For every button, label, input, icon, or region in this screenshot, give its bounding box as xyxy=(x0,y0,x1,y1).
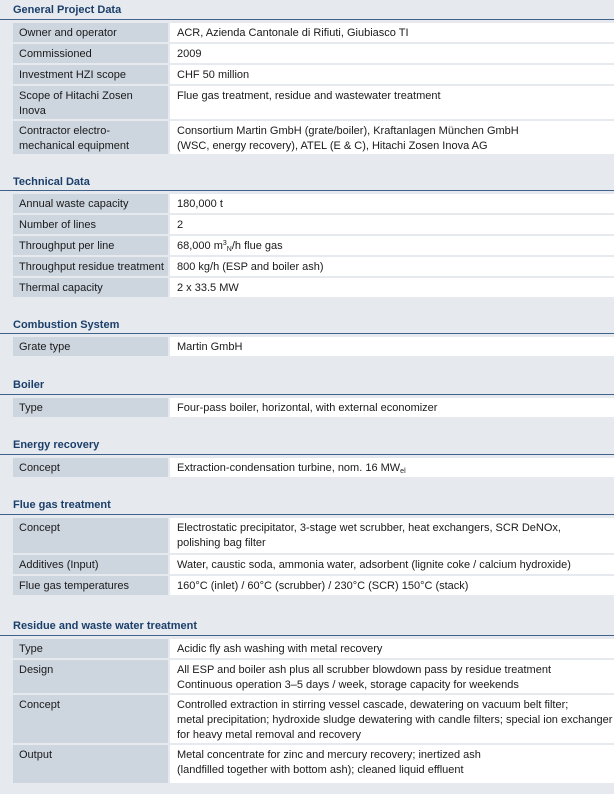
table-row xyxy=(13,257,614,276)
table-row xyxy=(13,576,614,595)
section-title: Technical Data xyxy=(13,176,90,188)
table-row xyxy=(13,337,614,356)
section-title: Boiler xyxy=(13,379,45,391)
table-row xyxy=(13,660,614,693)
value-line: Consortium Martin GmbH (grate/boiler), Kraftanlagen München GmbH xyxy=(177,125,519,137)
value-text: Extraction-condensation turbine, nom. 16 MW xyxy=(177,462,401,474)
value-line: Continuous operation 3–5 days / week, storage capacity for weekends xyxy=(177,679,519,691)
table-row xyxy=(13,398,614,417)
row-label: Concept xyxy=(13,518,168,553)
value-subscript: N xyxy=(226,246,232,253)
row-value: CHF 50 million xyxy=(170,65,614,84)
row-value xyxy=(170,745,614,783)
row-label: Additives (Input) xyxy=(13,555,168,574)
value-line: (landfilled together with bottom ash); cleaned liquid effluent xyxy=(177,764,464,776)
section-divider xyxy=(0,190,614,191)
row-value: Acidic fly ash washing with metal recovery xyxy=(170,639,614,658)
row-label: Concept xyxy=(13,458,168,477)
row-value: 180,000 t xyxy=(170,194,614,213)
section-title: General Project Data xyxy=(13,4,122,16)
row-value xyxy=(170,518,614,553)
value-line: Controlled extraction in stirring vessel cascade, dewatering on vacuum belt filter; xyxy=(177,699,569,711)
table-row xyxy=(13,236,614,255)
row-value: Water, caustic soda, ammonia water, adsorbent (lignite coke / calcium hydroxide) xyxy=(170,555,614,574)
section-divider xyxy=(0,635,614,636)
table-row xyxy=(13,518,614,553)
label-line: mechanical equipment xyxy=(19,140,130,152)
table-row xyxy=(13,86,614,119)
row-value: 2 x 33.5 MW xyxy=(170,278,614,297)
row-label: Flue gas temperatures xyxy=(13,576,168,595)
section-divider xyxy=(0,454,614,455)
table-row xyxy=(13,278,614,297)
label-line: Inova xyxy=(19,105,46,117)
row-label: Annual waste capacity xyxy=(13,194,168,213)
table-row xyxy=(13,194,614,213)
table-row xyxy=(13,65,614,84)
value-line: Metal concentrate for zinc and mercury recovery; inertized ash xyxy=(177,749,481,761)
table-row xyxy=(13,695,614,743)
row-label xyxy=(13,121,168,154)
value-line: Electrostatic precipitator, 3-stage wet scrubber, heat exchangers, SCR DeNOx, xyxy=(177,522,561,534)
row-label: Concept xyxy=(13,695,168,743)
row-value: 800 kg/h (ESP and boiler ash) xyxy=(170,257,614,276)
value-text: 68,000 m xyxy=(177,240,223,252)
value-text: /h flue gas xyxy=(231,240,283,252)
row-value xyxy=(170,695,614,743)
row-value: Flue gas treatment, residue and wastewater treatment xyxy=(170,86,614,119)
table-row xyxy=(13,23,614,42)
row-label xyxy=(13,86,168,119)
row-label: Type xyxy=(13,398,168,417)
row-value: 2009 xyxy=(170,44,614,63)
table-row xyxy=(13,639,614,658)
row-value: ACR, Azienda Cantonale di Rifiuti, Giubiasco TI xyxy=(170,23,614,42)
value-line: metal precipitation; hydroxide sludge dewatering with candle filters; special ion exchanger xyxy=(177,714,613,726)
label-line: Contractor electro- xyxy=(19,125,111,137)
table-row xyxy=(13,555,614,574)
section-divider xyxy=(0,394,614,395)
row-value: Four-pass boiler, horizontal, with external economizer xyxy=(170,398,614,417)
row-label: Throughput residue treatment xyxy=(13,257,168,276)
value-line: polishing bag filter xyxy=(177,537,266,549)
value-line: All ESP and boiler ash plus all scrubber blowdown pass by residue treatment xyxy=(177,664,551,676)
value-line: for heavy metal removal and recovery xyxy=(177,729,362,741)
row-label: Commissioned xyxy=(13,44,168,63)
table-row xyxy=(13,215,614,234)
row-label: Thermal capacity xyxy=(13,278,168,297)
section-title: Flue gas treatment xyxy=(13,499,111,511)
row-value: Martin GmbH xyxy=(170,337,614,356)
value-line: (WSC, energy recovery), ATEL (E & C), Hitachi Zosen Inova AG xyxy=(177,140,488,152)
table-row xyxy=(13,458,614,477)
row-value xyxy=(170,660,614,693)
row-label: Output xyxy=(13,745,168,783)
section-divider xyxy=(0,333,614,334)
row-value: 2 xyxy=(170,215,614,234)
row-label: Number of lines xyxy=(13,215,168,234)
row-label: Grate type xyxy=(13,337,168,356)
row-label: Throughput per line xyxy=(13,236,168,255)
row-value: 160°C (inlet) / 60°C (scrubber) / 230°C (SCR) 150°C (stack) xyxy=(170,576,614,595)
row-value xyxy=(170,458,614,477)
row-label: Design xyxy=(13,660,168,693)
table-row xyxy=(13,44,614,63)
label-line: Scope of Hitachi Zosen xyxy=(19,90,133,102)
table-row xyxy=(13,121,614,154)
row-label: Investment HZI scope xyxy=(13,65,168,84)
row-value xyxy=(170,121,614,154)
row-value xyxy=(170,236,614,255)
value-superscript: 3 xyxy=(222,240,227,247)
section-divider xyxy=(0,514,614,515)
row-label: Type xyxy=(13,639,168,658)
row-label: Owner and operator xyxy=(13,23,168,42)
section-title: Residue and waste water treatment xyxy=(13,620,198,632)
table-row xyxy=(13,745,614,783)
value-subscript: el xyxy=(400,468,406,475)
section-divider xyxy=(0,19,614,20)
section-title: Combustion System xyxy=(13,319,120,331)
section-title: Energy recovery xyxy=(13,439,100,451)
